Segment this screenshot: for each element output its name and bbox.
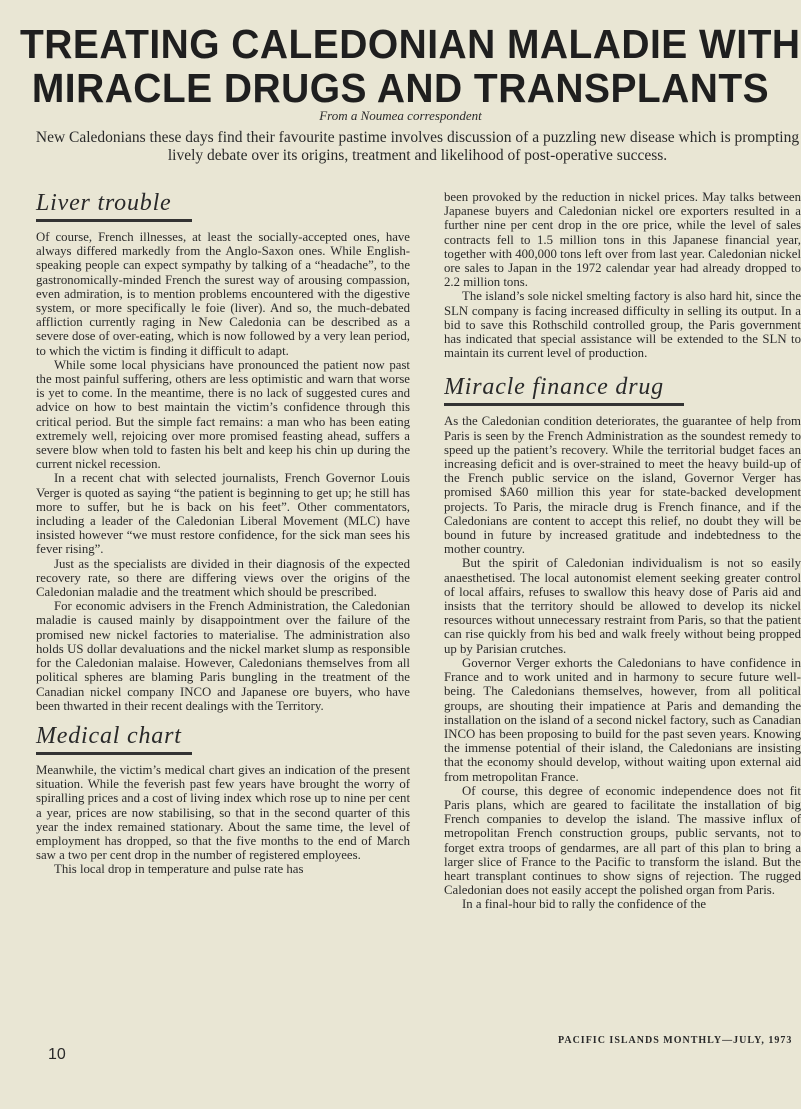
body-paragraph: been provoked by the reduction in nickel prices. May talks between Japanese buyers and Caledonian nickel ore exporters resulted in a further nine per cent drop in the ore price, while the level of sales contracts fell to 1.5 million tons in this Japanese financial year, together with 400,000 tons left over from last year. Caledonian nickel ore sales to Japan in the 1972 calendar year had already dropped to 2.2 million tons. [444,190,801,290]
section-heading-medical-chart [36,723,410,755]
body-paragraph: But the spirit of Caledonian individualism is not so easily anaesthetised. The local autonomist element seeking greater control of local affairs, refuses to swallow this heavy dose of Paris aid and insists that the territory should be allowed to develop its nickel resources without unnecessary restraint from Paris, so that the patient can rise quickly from his bed and walk freely without being propped up by Parisian crutches. [444,556,801,656]
body-paragraph: Meanwhile, the victim’s medical chart gives an indication of the present situation. While the feverish past few years have brought the worry of spiralling prices and a cost of living index which rose up to nine per cent a year, prices are now stabilising, so that in the second quarter of this year the index remained stationary. About the same time, the level of employment has dropped, so that the five months to the end of March saw a two per cent drop in the number of registered employees. [36,762,410,863]
section-title: Miracle finance drug [444,374,664,401]
heading-rule [36,219,192,222]
section-title: Medical chart [36,722,182,749]
byline: From a Noumea correspondent [319,108,482,123]
headline [20,21,801,111]
section-heading-miracle-finance-drug [444,374,801,406]
body-paragraph: Just as the specialists are divided in their diagnosis of the expected recovery rate, so there are differing views over the origins of the Caledonian maladie and the treatment which should be prescribed. [36,556,410,600]
page-number: 10 [48,1046,66,1063]
body-paragraph: The island’s sole nickel smelting factory is also hard hit, since the SLN company is facing increased difficulty in selling its output. In a bid to save this Rothschild controlled group, the Paris government has indicated that special assistance will be extended to the SLN to maintain its current level of production. [444,289,801,361]
heading-rule [36,752,192,755]
section-heading-liver-trouble [36,190,410,222]
intro-paragraph: New Caledonians these days find their favourite pastime involves discussion of a puzzling new disease which is prompting lively debate over its origins, treatment and likelihood of post-operative success. [35,129,800,164]
body-paragraph: While some local physicians have pronounced the patient now past the most painful suffering, others are less optimistic and warn that worse is yet to come. In the meantime, there is no lack of suggested cures and advice on how to best maintain the victim’s confidence through this critical period. But the simple fact remains: a man who has been eating extremely well, rejoicing over more promised feasting ahead, suffers a severe blow when told to fasten his belt and keep his chin up during the current nickel recession. [36,357,410,472]
section-title: Liver trouble [36,190,172,216]
body-paragraph: In a recent chat with selected journalists, French Governor Louis Verger is quoted as saying “the patient is beginning to get up; he still has more to suffer, but he is back on his feet”. Other commentators, including a leader of the Caledonian Liberal Movement (MLC) have insisted however “we must restore confidence, for the sick man sees his fever rising”. [36,471,410,557]
body-paragraph: In a final-hour bid to rally the confidence of the [462,897,707,912]
body-paragraph: Of course, French illnesses, at least the socially-accepted ones, have always differed markedly from the Anglo-Saxon ones. While English-speaking people can expect sympathy by talking of a “headache”, to the gastronomically-minded French the surest way of arousing compassion, even admiration, is to mention problems encountered with the digestive system, or more specifically le foie (liver). And so, the much-debated affliction currently raging in New Caledonia can be described as a severe dose of over-eating, which is now followed by a very lean period, to which the victim is finding it difficult to adapt. [36,230,410,358]
left-column [36,188,410,877]
headline-line-1: TREATING CALEDONIAN MALADIE WITH [20,21,801,67]
body-paragraph: Governor Verger exhorts the Caledonians to have confidence in France and to work united and in harmony to secure future well-being. The Caledonians themselves, however, from all political groups, are shouting their impatience at Paris and demanding the installation on the island of a second nickel factory, such as Canadian INCO has been proposing to build for the past seven years. Knowing the immense potential of their island, the Caledonians are insisting that the economy should develop, without waiting upon external aid from metropolitan France. [444,655,801,784]
body-paragraph: For economic advisers in the French Administration, the Caledonian maladie is caused mainly by disappointment over the failure of the promised new nickel factories to materialise. The administration also holds US dollar devaluations and the nickel market slump as responsible for the Caledonian malaise. However, Caledonians themselves from all political spheres are blaming Paris bungling in the treatment of the Canadian nickel company INCO and Japanese ore buyers, who have been thwarted in their recent dealings with the Territory. [36,599,410,713]
body-paragraph: Of course, this degree of economic independence does not fit Paris plans, which are geared to facilitate the installation of big French companies to develop the island. The massive influx of metropolitan French construction groups, public servants, not to forget extra troops of gendarmes, are all part of this plan to bring a larger slice of France to the Pacific to transform the island. But the heart transplant continues to show signs of rejection. The rugged Caledonian does not easily accept the polished organ from Paris. [444,783,801,898]
running-footer: PACIFIC ISLANDS MONTHLY—JULY, 1973 [558,1035,793,1046]
headline-line-2: MIRACLE DRUGS AND TRANSPLANTS [31,65,770,111]
body-paragraph: As the Caledonian condition deteriorates, the guarantee of help from Paris is seen by the French Administration as the soundest remedy to speed up the patient’s recovery. While the territorial budget faces an increasing deficit and is over-strained to meet the heavy build-up of the French public service on the island, Governor Verger has promised $A60 million this year for state-backed development projects. To Paris, the miracle drug is French finance, and if the Caledonians are content to accept this relief, no doubt they will be bound in future by increased gratitude and indebtedness to the mother country. [444,414,801,557]
heading-rule [444,403,684,406]
body-paragraph: This local drop in temperature and pulse rate has [54,862,304,877]
right-column [444,190,801,912]
